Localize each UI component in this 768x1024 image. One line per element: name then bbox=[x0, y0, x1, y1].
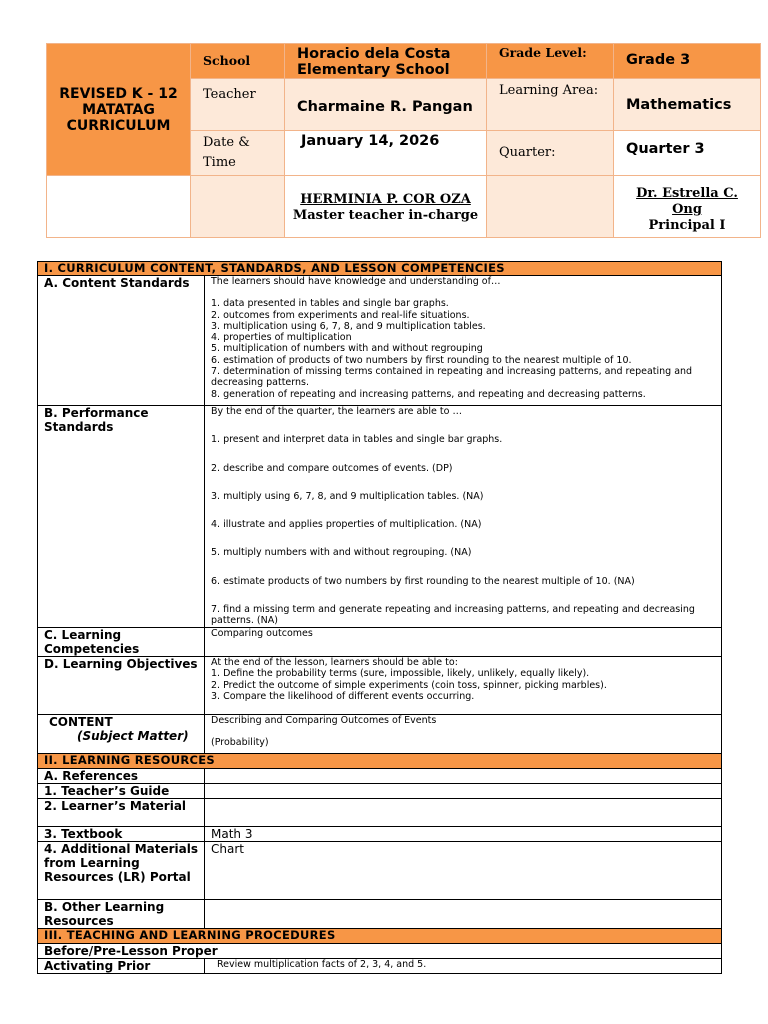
content-label: CONTENT (Subject Matter) bbox=[38, 715, 205, 754]
list-item: 1. present and interpret data in tables and single bar graphs. bbox=[211, 434, 503, 446]
blank-cell bbox=[487, 176, 614, 238]
activating-prior-label: Activating Prior bbox=[38, 959, 205, 974]
school-label: School bbox=[191, 44, 285, 79]
teacher-value: Charmaine R. Pangan bbox=[285, 79, 487, 131]
list-item: 3. multiplication using 6, 7, 8, and 9 multiplication tables. bbox=[211, 320, 486, 332]
list-item: 2. Predict the outcome of simple experiments (coin toss, spinner, picking marbles). bbox=[211, 679, 607, 691]
list-item: 4. illustrate and applies properties of multiplication. (NA) bbox=[211, 519, 482, 531]
learning-objectives-label: D. Learning Objectives bbox=[38, 657, 205, 715]
references-label: A. References bbox=[38, 769, 205, 784]
principal-signature bbox=[614, 176, 761, 238]
quarter-value: Quarter 3 bbox=[614, 131, 761, 176]
blank-cell bbox=[47, 176, 191, 238]
teachers-guide-label: 1. Teacher’s Guide bbox=[38, 784, 205, 799]
master-teacher-signature bbox=[285, 176, 487, 238]
date-label: Date & Time bbox=[191, 131, 285, 176]
section-resources-heading: II. LEARNING RESOURCES bbox=[38, 754, 722, 769]
list-item: 1. data presented in tables and single bar graphs. bbox=[211, 298, 449, 310]
list-item: 5. multiplication of numbers with and without regrouping bbox=[211, 343, 483, 355]
content-standards-label: A. Content Standards bbox=[38, 276, 205, 406]
list-item: 1. Define the probability terms (sure, impossible, likely, unlikely, equally likely). bbox=[211, 668, 590, 680]
grade-value: Grade 3 bbox=[614, 44, 761, 79]
quarter-label: Quarter: bbox=[487, 131, 614, 176]
content-value: Describing and Comparing Outcomes of Events (Probability) bbox=[205, 715, 722, 754]
area-label: Learning Area: bbox=[487, 79, 614, 131]
performance-standards-value: By the end of the quarter, the learners are able to … 1. present and interpret data in tables and single bar graphs. 2. describe and compare outcomes of events. (DP) 3. multiply using 6, 7, 8, and 9 multiplication tables. (NA) 4. illustrate and applies properties of multiplication. (NA) 5. multiply numbers with and without regrouping. (NA) 6. estimate products of two numbers by first rounding to the nearest multiple of 10. (NA) 7. find a missing term and generate repeating and increasing patterns, and repeating and decreasing patterns. (NA) bbox=[205, 406, 722, 628]
section-procedures-heading: III. TEACHING AND LEARNING PROCEDURES bbox=[38, 929, 722, 944]
activating-prior-value: Review multiplication facts of 2, 3, 4, and 5. bbox=[205, 959, 722, 974]
list-item: 4. properties of multiplication bbox=[211, 332, 352, 344]
grade-label: Grade Level: bbox=[487, 44, 614, 79]
list-item: 8. generation of repeating and increasing patterns, and repeating and decreasing patterns. bbox=[211, 388, 646, 400]
learning-competencies-value: Comparing outcomes bbox=[205, 628, 722, 657]
list-item: 2. describe and compare outcomes of events. (DP) bbox=[211, 462, 453, 474]
teacher-label: Teacher bbox=[191, 79, 285, 131]
principal-name-line1: Dr. Estrella C. bbox=[636, 186, 738, 201]
list-item: 3. multiply using 6, 7, 8, and 9 multiplication tables. (NA) bbox=[211, 490, 484, 502]
textbook-label: 3. Textbook bbox=[38, 827, 205, 842]
list-item: 6. estimation of products of two numbers by first rounding to the nearest multiple of 10. bbox=[211, 354, 632, 366]
content-standards-value: The learners should have knowledge and understanding of… 1. data presented in tables and single bar graphs. 2. outcomes from experiments and real-life situations. 3. multiplication using 6, 7, 8, and 9 multiplication tables. 4. properties of multiplication 5. multiplication of numbers with and without regrouping 6. estimation of products of two numbers by first rounding to the nearest multiple of 10. 7. determination of missing terms contained in repeating and increasing patterns, and repeating and decreasing patterns. 8. generation of repeating and increasing patterns, and repeating and decreasing patterns. bbox=[205, 276, 722, 406]
references-value bbox=[205, 769, 722, 784]
school-value: Horacio dela Costa Elementary School bbox=[285, 44, 487, 79]
master-teacher-title: Master teacher in-charge bbox=[292, 208, 479, 223]
list-item: 7. find a missing term and generate repeating and increasing patterns, and repeating and decreasing patterns. (NA) bbox=[211, 604, 695, 627]
other-resources-label: B. Other Learning Resources bbox=[38, 900, 205, 929]
list-item: 7. determination of missing terms contained in repeating and increasing patterns, and repeating and decreasing patterns. bbox=[211, 366, 693, 389]
section-curriculum-heading: I. CURRICULUM CONTENT, STANDARDS, AND LESSON COMPETENCIES bbox=[38, 262, 722, 276]
learning-objectives-value: At the end of the lesson, learners should be able to: 1. Define the probability terms (sure, impossible, likely, unlikely, equally likely). 2. Predict the outcome of simple experiments (coin toss, spinner, picking marbles). 3. Compare the likelihood of different events occurring. bbox=[205, 657, 722, 715]
learning-competencies-label: C. Learning Competencies bbox=[38, 628, 205, 657]
performance-standards-label: B. Performance Standards bbox=[38, 406, 205, 628]
header-table bbox=[46, 43, 761, 238]
curriculum-title: REVISED K - 12 MATATAG CURRICULUM bbox=[47, 44, 191, 176]
list-item: 6. estimate products of two numbers by first rounding to the nearest multiple of 10. (NA) bbox=[211, 575, 635, 587]
additional-materials-value: Chart bbox=[205, 842, 722, 900]
master-teacher-name: HERMINIA P. COR OZA bbox=[300, 192, 471, 207]
learners-material-value bbox=[205, 799, 722, 827]
lesson-plan-table bbox=[37, 261, 722, 974]
list-item: 3. Compare the likelihood of different events occurring. bbox=[211, 690, 475, 702]
other-resources-value bbox=[205, 900, 722, 929]
before-lesson-label: Before/Pre-Lesson Proper bbox=[38, 944, 722, 959]
additional-materials-label: 4. Additional Materials from Learning Resources (LR) Portal bbox=[38, 842, 205, 900]
principal-name-line2: Ong bbox=[672, 202, 702, 217]
learners-material-label: 2. Learner’s Material bbox=[38, 799, 205, 827]
textbook-value: Math 3 bbox=[205, 827, 722, 842]
list-item: 2. outcomes from experiments and real-life situations. bbox=[211, 309, 470, 321]
principal-title: Principal I bbox=[648, 218, 726, 233]
content-sublabel: (Subject Matter) bbox=[77, 729, 189, 743]
blank-cell bbox=[191, 176, 285, 238]
date-value: January 14, 2026 bbox=[285, 131, 487, 176]
teachers-guide-value bbox=[205, 784, 722, 799]
area-value: Mathematics bbox=[614, 79, 761, 131]
list-item: 5. multiply numbers with and without regrouping. (NA) bbox=[211, 547, 472, 559]
